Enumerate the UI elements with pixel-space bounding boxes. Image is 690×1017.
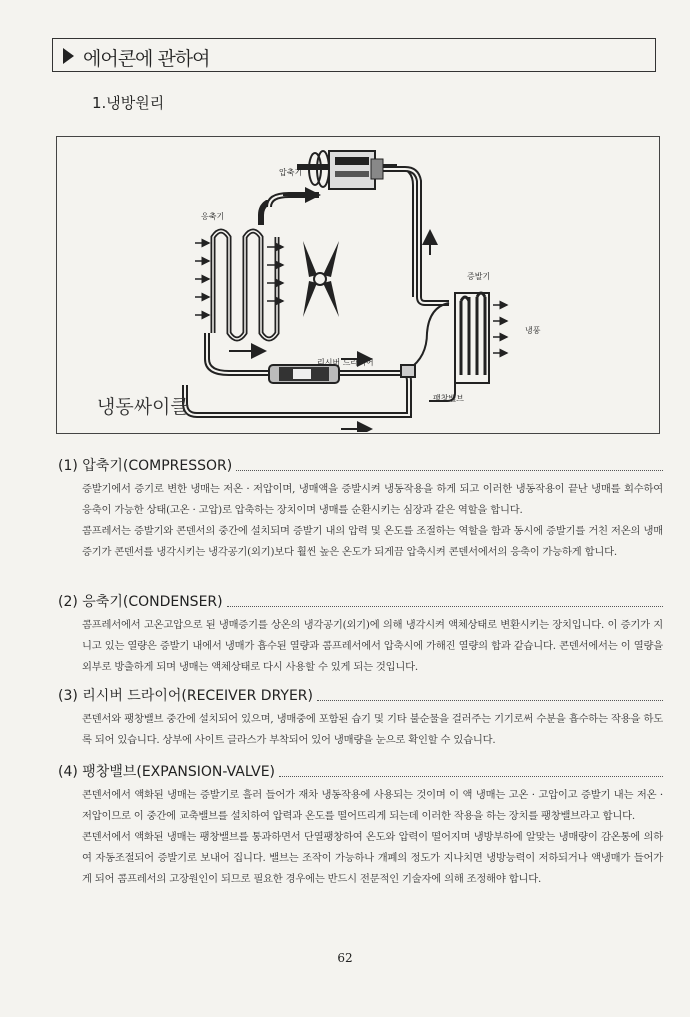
section-expansion-valve [58, 762, 663, 890]
leader-dots [236, 470, 663, 471]
air-inflow-arrows [195, 243, 283, 315]
expansion-valve-label: 팽창밸브 [433, 394, 464, 403]
section-header [52, 38, 656, 72]
evaporator-label: 증발기 [467, 272, 491, 281]
compressor [309, 151, 383, 189]
condenser-fan-icon [303, 241, 339, 317]
receiver-dryer-label: 리시버 드라이어 [317, 358, 374, 367]
page-number: 62 [337, 951, 353, 965]
leader-dots [317, 700, 663, 701]
receiver-dryer [269, 365, 339, 383]
section-paragraph: 증발기에서 증기로 변한 냉매는 저온 · 저압이며, 냉매액을 증발시켜 냉동작용을 하게 되고 이러한 냉동작용이 끝난 냉매를 회수하여 응축이 가능한 상태(고온 · 고압)로 압축하는 장치이며 냉매를 순환시키는 심장과 같은 역할을 합니다. [82, 483, 663, 516]
compressor-label: 압축기 [279, 168, 303, 177]
play-arrow-icon [63, 48, 74, 64]
evaporator-coil [455, 293, 489, 383]
cool-air-label: 냉풍 [525, 326, 541, 335]
diagram-caption: 냉동싸이클 [97, 396, 189, 418]
section-paragraph: 콤프레서에서 고온고압으로 된 냉매증기를 상온의 냉각공기(외기)에 의해 냉각시켜 액체상태로 변환시키는 장치입니다. 이 증기가 지니고 있는 열량은 증발기 내에서 냉매가 흡수된 열량과 콤프레서에서 압축시에 가해진 열량의 합과 같습니다. 콘덴서에서는 이 열량을 외부로 방출하게 되며 냉매는 액체상태로 다시 사용할 수 있게 되는 것입니다. [82, 619, 663, 673]
header-title: 에어콘에 관하여 [83, 48, 210, 70]
section-paragraph: 콘덴서에서 액화된 냉매는 팽창밸브를 통과하면서 단열팽창하여 온도와 압력이 떨어지며 냉방부하에 알맞는 냉매량이 감온통에 의하여 자동조절되어 증발기로 보내어 집니다. 밸브는 조작이 가능하나 개폐의 정도가 지나치면 냉방능력이 저하되거나 액냉매가 들어가게 되어 콤프레서의 고장원인이 되므로 필요한 경우에는 반드시 전문적인 기술자에 의해 조정해야 합니다. [82, 831, 663, 885]
section-paragraph: 콘덴서에서 액화된 냉매는 증발기로 흘러 들어가 재차 냉동작용에 사용되는 것이며 이 액 냉매는 고온 · 고압이고 증발기 내는 저온 · 저압이므로 이 중간에 교축밸브를 설치하여 압력과 온도를 떨어뜨리게 되는데 이러한 작용을 하는 장치를 팽창밸브라고 합니다. [82, 789, 663, 822]
section-title: (1) 압축기(COMPRESSOR) [58, 458, 233, 474]
section-title: (4) 팽창밸브(EXPANSION-VALVE) [58, 764, 276, 780]
section-receiver-dryer [58, 686, 663, 751]
refrigeration-cycle-diagram [56, 136, 660, 434]
section-title: (2) 응축기(CONDENSER) [58, 594, 223, 610]
section-paragraph: 콘덴서와 팽창밸브 중간에 설치되어 있으며, 냉매중에 포함된 습기 및 기타 불순물을 걸러주는 기기로써 수분을 흡수하는 작용을 하도록 되어 있습니다. 상부에 사이트 글라스가 부착되어 있어 냉매량을 눈으로 확인할 수 있습니다. [82, 713, 663, 746]
section-compressor [58, 456, 663, 563]
leader-dots [227, 606, 663, 607]
section-title: (3) 리시버 드라이어(RECEIVER DRYER) [58, 688, 313, 704]
page-subtitle: 1.냉방원리 [92, 94, 165, 112]
section-condenser [58, 592, 663, 678]
condenser-label: 응축기 [201, 212, 225, 221]
cool-air-arrows [493, 305, 507, 353]
leader-dots [279, 776, 663, 777]
section-paragraph: 콤프레서는 증발기와 콘덴서의 중간에 설치되며 증발기 내의 압력 및 온도를 조절하는 역할을 함과 동시에 증발기를 거친 저온의 냉매 증기가 콘덴서를 냉각시키는 냉각공기(외기)보다 훨씬 높은 온도가 되게끔 압축시켜 콘덴서에서의 응축이 가능하게 합니다. [82, 525, 663, 558]
